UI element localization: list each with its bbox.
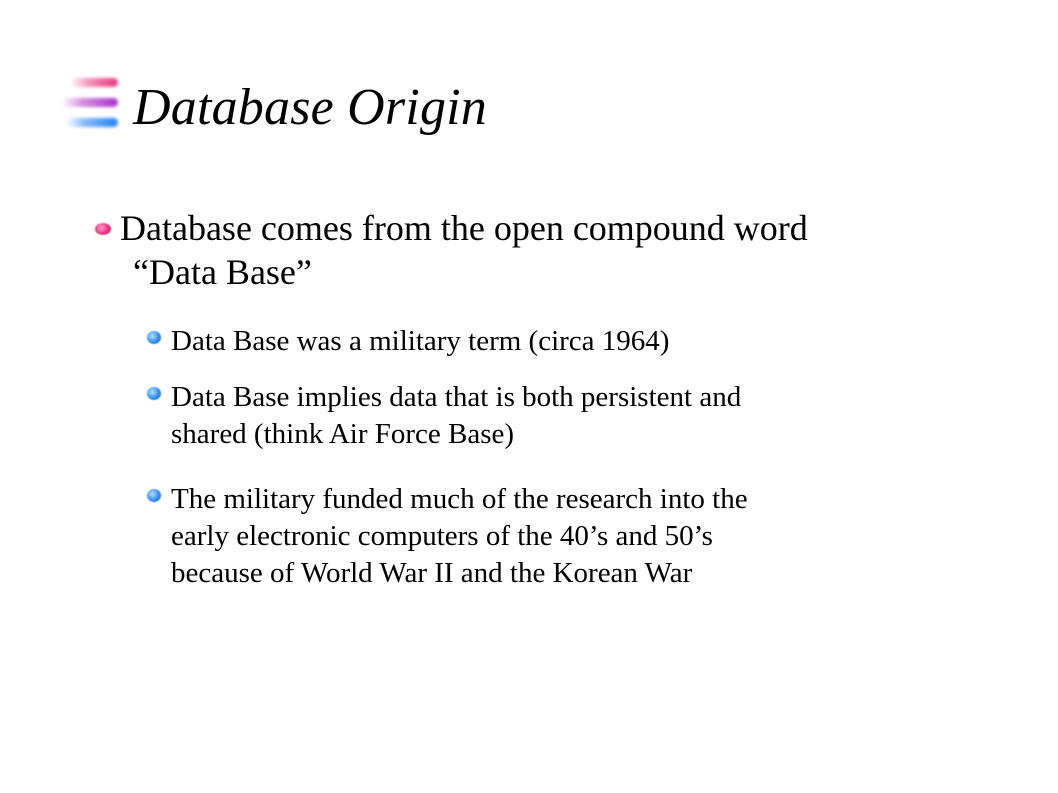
bullet-level1-line: “Data Base” — [133, 252, 312, 292]
bullet-level1-line: Database comes from the open compound word — [120, 208, 808, 248]
sub-bullet-text — [171, 379, 951, 453]
logo-stroke-blue — [66, 118, 118, 127]
sub-bullet-line: because of World War II and the Korean War — [171, 557, 693, 589]
sub-bullet-line: shared (think Air Force Base) — [171, 418, 515, 450]
sub-bullet-line: The military funded much of the research into the — [171, 483, 748, 515]
slide-title: Database Origin — [133, 79, 487, 136]
pink-bullet-icon — [95, 223, 111, 235]
blue-bullet-icon — [147, 387, 161, 400]
sub-bullet-text — [171, 481, 951, 592]
blue-bullet-icon — [147, 489, 161, 502]
sub-bullet-line: Data Base implies data that is both persistent and — [171, 381, 742, 413]
three-color-stroke-logo-icon — [58, 72, 124, 138]
logo-stroke-purple — [62, 98, 118, 107]
blue-bullet-icon — [147, 331, 161, 344]
sub-bullet-line: Data Base was a military term (circa 1964) — [171, 325, 670, 357]
sub-bullet-text — [171, 323, 951, 360]
bullet-level1-text — [120, 206, 1000, 294]
sub-bullet-line: early electronic computers of the 40’s and 50’s — [171, 520, 713, 552]
logo-stroke-pink — [70, 78, 118, 87]
